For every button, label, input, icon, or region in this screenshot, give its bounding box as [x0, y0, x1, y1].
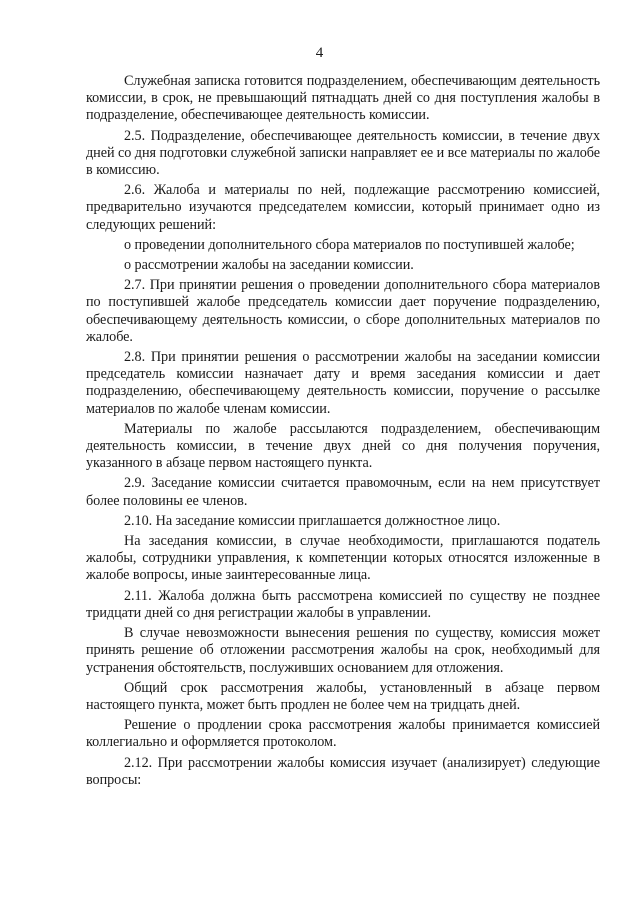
paragraph: 2.7. При принятии решения о проведении дополнительного сбора материалов по поступившей жалобе председатель комиссии дает поручение подразделению, обеспечивающему деятельность комиссии, о сборе дополнительных материалов по жалобе. [86, 277, 600, 345]
paragraph: Служебная записка готовится подразделением, обеспечивающим деятельность комиссии, в срок, не превышающий пятнадцать дней со дня поступления жалобы в подразделение, обеспечивающее деятельность комиссии. [86, 73, 600, 124]
paragraph: В случае невозможности вынесения решения по существу, комиссия может принять решение об отложении рассмотрения жалобы на срок, необходимый для устранения обстоятельств, послуживших основанием для отложения. [86, 625, 600, 676]
paragraph: 2.8. При принятии решения о рассмотрении жалобы на заседании комиссии председатель комиссии назначает дату и время заседания комиссии и дает подразделению, обеспечивающему деятельность комиссии, поручение о рассылке материалов по жалобе членам комиссии. [86, 349, 600, 417]
page-number: 4 [315, 45, 324, 61]
paragraph: 2.5. Подразделение, обеспечивающее деятельность комиссии, в течение двух дней со дня подготовки служебной записки направляет ее и все материалы по жалобе в комиссию. [86, 127, 600, 179]
paragraph: Решение о продлении срока рассмотрения жалобы принимается комиссией коллегиально и оформляется протоколом. [86, 717, 600, 751]
paragraph: Материалы по жалобе рассылаются подразделением, обеспечивающим деятельность комиссии, в течение двух дней со дня получения поручения, указанного в абзаце первом настоящего пункта. [86, 420, 600, 472]
document-body [86, 73, 600, 789]
paragraph: 2.6. Жалоба и материалы по ней, подлежащие рассмотрению комиссией, предварительно изучаются председателем комиссии, который принимает одно из следующих решений: [86, 182, 600, 233]
paragraph: 2.12. При рассмотрении жалобы комиссия изучает (анализирует) следующие вопросы: [86, 754, 600, 788]
paragraph: 2.11. Жалоба должна быть рассмотрена комиссией по существу не позднее тридцати дней со дня регистрации жалобы в управлении. [86, 587, 600, 621]
paragraph: 2.9. Заседание комиссии считается правомочным, если на нем присутствует более половины ее членов. [86, 475, 600, 509]
paragraph: Общий срок рассмотрения жалобы, установленный в абзаце первом настоящего пункта, может быть продлен не более чем на тридцать дней. [86, 679, 600, 713]
paragraph: 2.10. На заседание комиссии приглашается должностное лицо. [124, 512, 501, 529]
paragraph: о рассмотрении жалобы на заседании комиссии. [124, 257, 414, 274]
paragraph: На заседания комиссии, в случае необходимости, приглашаются податель жалобы, сотрудники управления, к компетенции которых относятся изложенные в жалобе вопросы, иные заинтересованные лица. [86, 533, 600, 584]
paragraph: о проведении дополнительного сбора материалов по поступившей жалобе; [124, 236, 575, 253]
